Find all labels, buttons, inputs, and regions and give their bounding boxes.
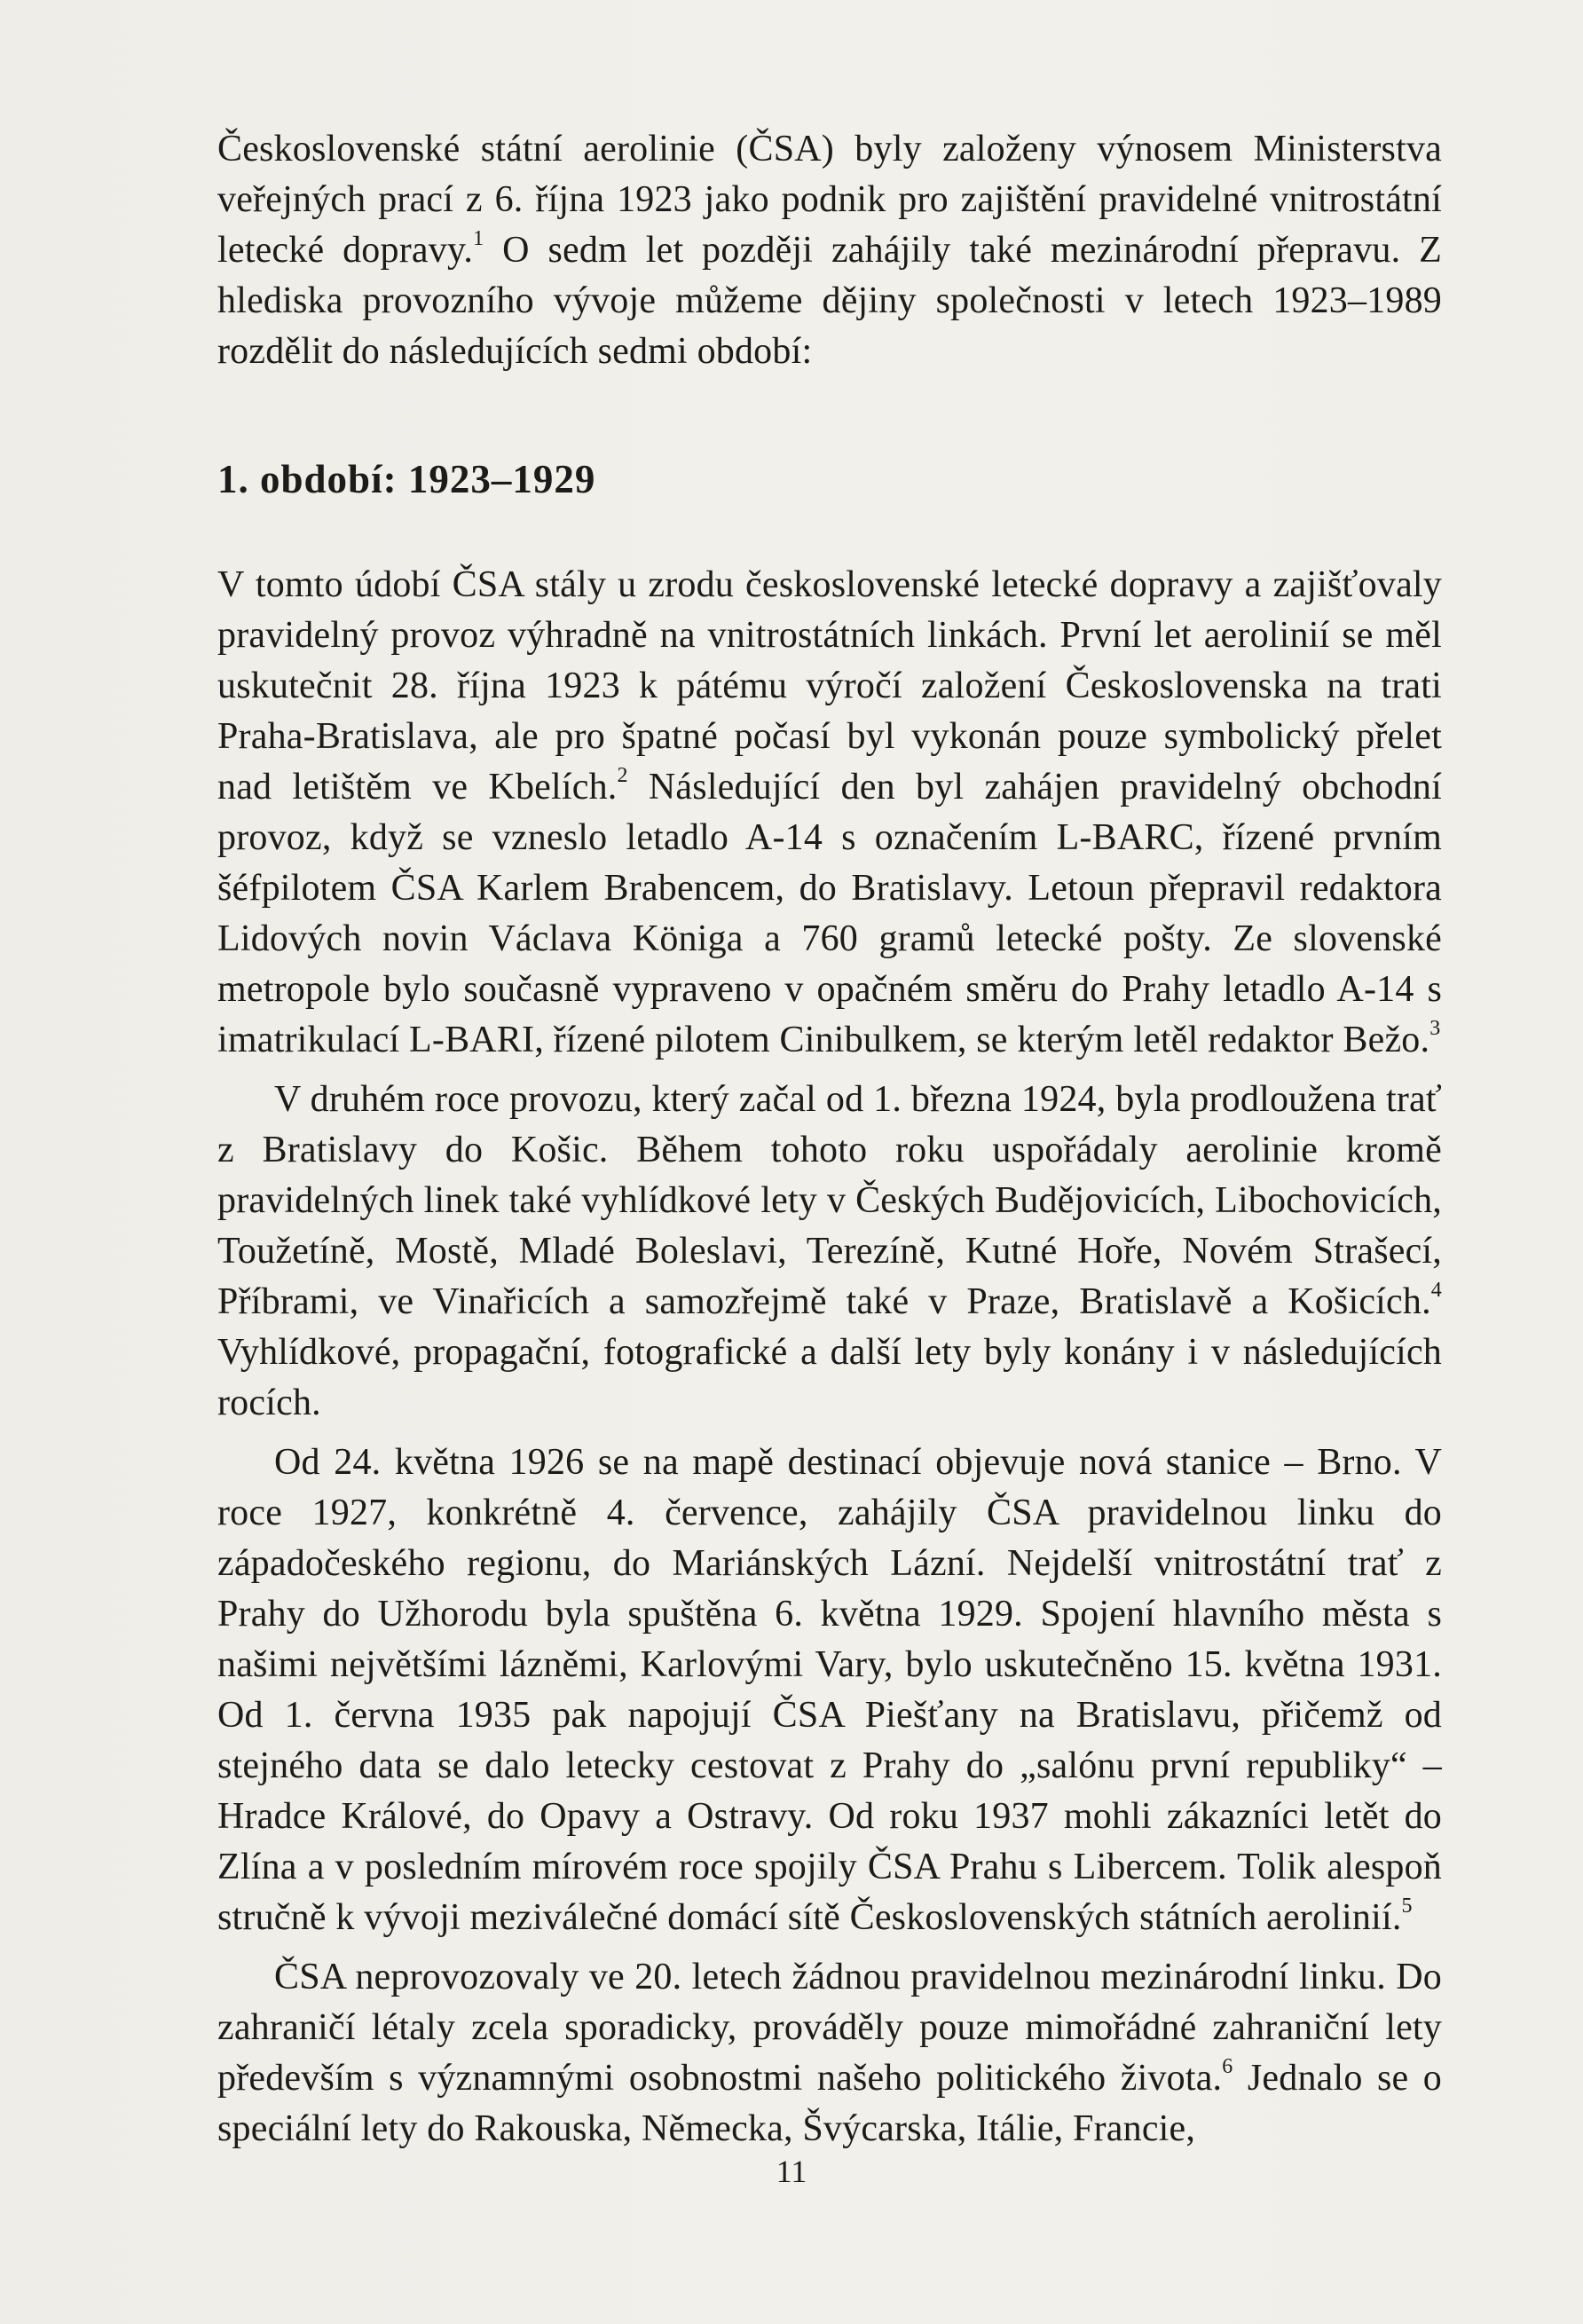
footnote-marker-3: 3 [1429, 1017, 1441, 1040]
paragraph-3-text-a: Od 24. května 1926 se na mapě destinací objevuje nová stanice – Brno. V roce 1927, konkrétně 4. července, zahájily ČSA pravidelnou linku do západočeského regionu, do Mariánských Lázní. Nejdelší vnitrostátní trať z Prahy do Užhorodu byla spuštěna 6. května 1929. Spojení hlavního města s našimi největšími lázněmi, Karlovými Vary, bylo uskutečněno 15. května 1931. Od 1. června 1935 pak napojují ČSA Piešťany na Bratislavu, přičemž od stejného data se dalo letecky cestovat z Prahy do „salónu první republiky“ – Hradce Králové, do Opavy a Ostravy. Od roku 1937 mohli zákazníci letět do Zlína a v posledním mírovém roce spojily ČSA Prahu s Libercem. Tolik alespoň stručně k vývoji meziválečné domácí sítě Československých státních aerolinií. [217, 1442, 1442, 1938]
footnote-marker-4: 4 [1430, 1279, 1442, 1302]
footnote-marker-5: 5 [1401, 1895, 1413, 1918]
paragraph-2 [217, 1075, 1442, 1429]
paragraph-2-text-b: Vyhlídkové, propagační, fotografické a další lety byly konány i v následujících rocích. [217, 1332, 1442, 1423]
page-number: 11 [776, 2154, 807, 2189]
intro-text-b: O sedm let později zahájily také mezinárodní přepravu. Z hlediska provozního vývoje můžeme dějiny společnosti v letech 1923–1989 rozdělit do následujících sedmi období: [217, 230, 1442, 372]
footnote-marker-1: 1 [473, 227, 484, 250]
footnote-marker-2: 2 [617, 764, 628, 787]
intro-paragraph [217, 124, 1442, 377]
paragraph-1-text-b: Následující den byl zahájen pravidelný obchodní provoz, když se vzneslo letadlo A-14 s označením L-BARC, řízené prvním šéfpilotem ČSA Karlem Brabencem, do Bratislavy. Letoun přepravil redaktora Lidových novin Václava Königa a 760 gramů letecké pošty. Ze slovenské metropole bylo současně vypraveno v opačném směru do Prahy letadlo A-14 s imatrikulací L-BARI, řízené pilotem Cinibulkem, se kterým letěl redaktor Bežo. [217, 767, 1443, 1060]
footnote-marker-6: 6 [1222, 2055, 1233, 2078]
paragraph-4-text-b: Jednalo se o speciální lety do Rakouska, Německa, Švýcarska, Itálie, Francie, [217, 2058, 1442, 2149]
paragraph-2-text-a: V druhém roce provozu, který začal od 1. března 1924, byla prodloužena trať z Bratislavy do Košic. Během tohoto roku uspořádaly aerolinie kromě pravidelných linek také vyhlídkové lety v Českých Budějovicích, Libochovicích, Toužetíně, Mostě, Mladé Boleslavi, Terezíně, Kutné Hoře, Novém Strašecí, Příbrami, ve Vinařicích a samozřejmě také v Praze, Bratislavě a Košicích. [217, 1079, 1442, 1322]
section-heading: 1. období: 1923–1929 [217, 457, 596, 501]
paragraph-4 [217, 1952, 1442, 2155]
page-content [217, 124, 1442, 2155]
paragraph-1-text-a: V tomto údobí ČSA stály u zrodu československé letecké dopravy a zajišťovaly pravidelný provoz výhradně na vnitrostátních linkách. První let aerolinií se měl uskutečnit 28. října 1923 k pátému výročí založení Československa na trati Praha-Bratislava, ale pro špatné počasí byl vykonán pouze symbolický přelet nad letištěm ve Kbelích. [217, 564, 1442, 807]
paragraph-3 [217, 1438, 1442, 1943]
intro-text-a: Československé státní aerolinie (ČSA) byly založeny výnosem Ministerstva veřejných prací z 6. října 1923 jako podnik pro zajištění pravidelné vnitrostátní letecké dopravy. [217, 129, 1442, 271]
paragraph-1 [217, 560, 1442, 1066]
paragraph-4-text-a: ČSA neprovozovaly ve 20. letech žádnou pravidelnou mezinárodní linku. Do zahraničí létaly zcela sporadicky, prováděly pouze mimořádné zahraniční lety především s významnými osobnostmi našeho politického života. [217, 1957, 1442, 2099]
